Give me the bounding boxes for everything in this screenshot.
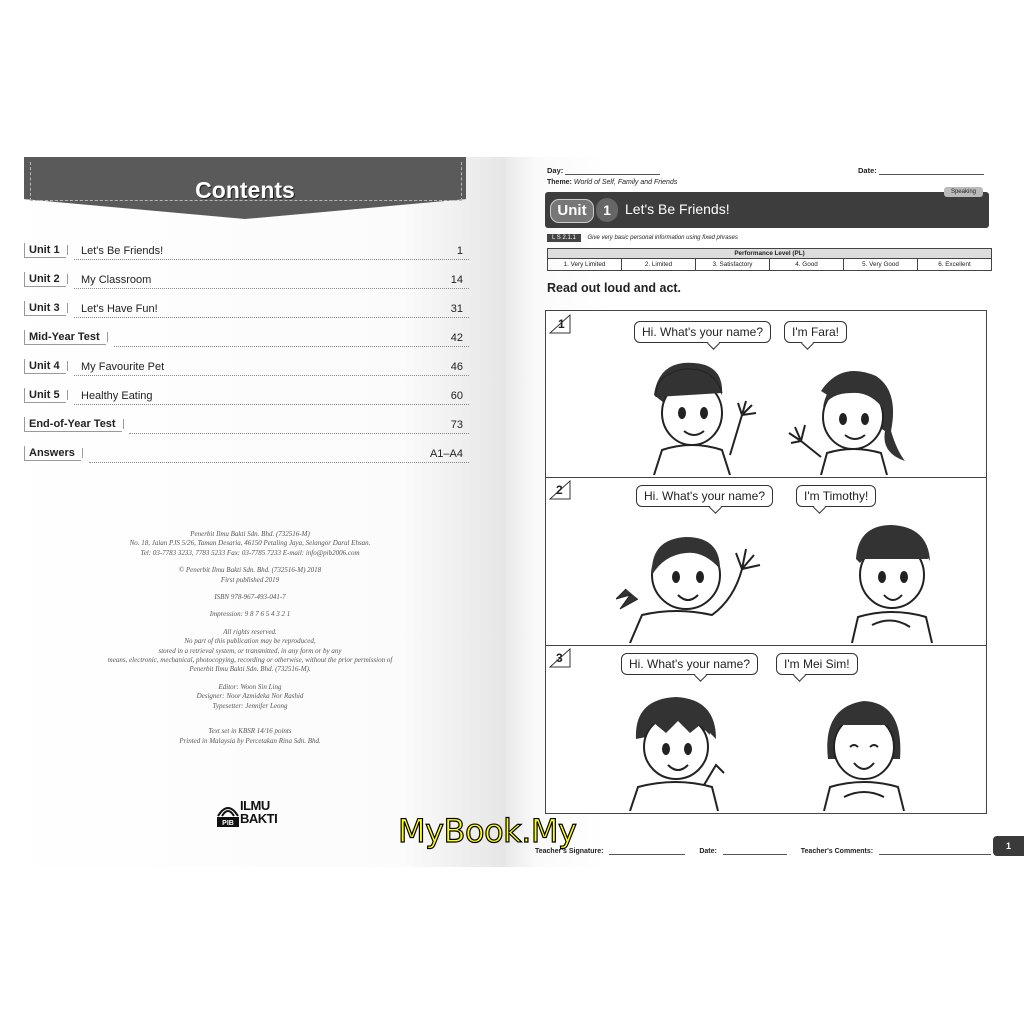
toc-unit-label: Answers — [24, 446, 81, 461]
imprint-block — [80, 530, 420, 746]
table-of-contents — [24, 241, 469, 473]
theme-label: Theme: — [547, 179, 572, 186]
logo-line-1: ILMU — [240, 798, 270, 813]
dotted-leader — [129, 433, 469, 434]
comments-line[interactable] — [879, 854, 991, 855]
girl-mei-sim-illustration — [808, 689, 918, 811]
unit-1-page — [505, 157, 1024, 867]
learning-standard — [547, 234, 738, 242]
day-label: Day: — [547, 166, 564, 175]
day-field[interactable] — [547, 166, 660, 175]
performance-level-cell[interactable]: 4. Good — [770, 259, 844, 270]
toc-row[interactable] — [24, 386, 469, 415]
watermark-text: MyBook.My — [398, 812, 577, 850]
toc-unit-label: Unit 1 — [24, 243, 66, 258]
girl-calling-illustration — [616, 519, 776, 643]
imprint-editor: Editor: Woon Sin Ling — [218, 682, 282, 691]
toc-page-number: 46 — [450, 361, 463, 373]
toc-title: Let's Be Friends! — [81, 245, 164, 257]
dotted-leader — [74, 404, 469, 405]
imprint-first-published: First published 2019 — [220, 575, 280, 584]
logo-mark-text: PIB — [222, 820, 234, 827]
book-spread — [0, 157, 1024, 867]
theme-line — [547, 179, 677, 186]
teacher-footer — [535, 848, 995, 855]
comic-panels — [545, 310, 987, 814]
toc-page-number: 60 — [450, 390, 463, 402]
imprint-typesetter: Typesetter: Jennifer Leong — [212, 701, 288, 710]
unit-title: Let's Be Friends! — [625, 201, 730, 217]
toc-page-number: 31 — [450, 303, 463, 315]
comic-panel-2 — [546, 477, 986, 646]
dotted-leader — [74, 317, 469, 318]
toc-title: Let's Have Fun! — [81, 303, 158, 315]
panel-number: 3 — [556, 651, 563, 665]
standard-code: L S 2.1.1 — [547, 234, 581, 242]
ilmu-bakti-logo — [216, 799, 282, 829]
toc-page-number: 42 — [450, 332, 463, 344]
imprint-contact: Tel: 03-7783 3233, 7783 5233 Fax: 03-7785 7233 E-mail: info@pib2006.com — [140, 548, 360, 557]
toc-unit-label: Unit 2 — [24, 272, 66, 287]
imprint-rights: Penerbit Ilmu Bakti Sdn. Bhd. (732516-M). — [189, 665, 311, 674]
imprint-publisher: Penerbit Ilmu Bakti Sdn. Bhd. (732516-M) — [190, 530, 310, 538]
toc-page-number: 1 — [456, 245, 463, 257]
speech-bubble-left: Hi. What's your name? — [634, 321, 771, 343]
contents-title: Contents — [195, 177, 295, 203]
teacher-comments-label: Teacher's Comments: — [800, 848, 874, 855]
logo-line-2: BAKTI — [240, 811, 278, 826]
toc-unit-label: Unit 5 — [24, 388, 66, 403]
footer-date-line[interactable] — [723, 854, 787, 855]
signature-line[interactable] — [609, 854, 685, 855]
contents-page — [0, 157, 505, 867]
logo-wordmark — [240, 799, 277, 825]
toc-unit-label: Unit 3 — [24, 301, 66, 316]
panel-number: 2 — [556, 483, 563, 497]
teacher-signature-label: Teacher's Signature: — [535, 848, 604, 855]
imprint-rights: stored in a retrieval system, or transmitted, in any form or by any — [158, 646, 342, 655]
standard-text: Give very basic personal information using fixed phrases — [587, 235, 738, 241]
toc-row[interactable] — [24, 241, 469, 270]
performance-level-cell[interactable]: 2. Limited — [622, 259, 696, 270]
speech-bubble-right: I'm Timothy! — [796, 485, 876, 507]
date-field[interactable] — [858, 166, 984, 175]
dotted-leader — [89, 462, 469, 463]
page-number-tab: 1 — [993, 836, 1024, 856]
toc-row[interactable] — [24, 270, 469, 299]
footer-date-label: Date: — [699, 848, 717, 855]
toc-title: My Favourite Pet — [81, 361, 165, 373]
comic-panel-1 — [546, 311, 986, 478]
toc-page-number: 73 — [450, 419, 463, 431]
boy-timothy-illustration — [836, 519, 946, 643]
imprint-address: No. 18, Jalan PJS 5/26, Taman Desaria, 46150 Petaling Jaya, Selangor Darul Ehsan. — [129, 539, 371, 548]
dotted-leader — [114, 346, 469, 347]
comic-panel-3 — [546, 645, 986, 813]
toc-page-number: 14 — [450, 274, 463, 286]
imprint-copyright: © Penerbit Ilmu Bakti Sdn. Bhd. (732516-M) 2018 — [178, 566, 322, 575]
imprint-rights: No part of this publication may be reproduced, — [184, 637, 316, 646]
imprint-rights: means, electronic, mechanical, photocopying, recording or otherwise, without the prior permission of — [107, 656, 393, 665]
unit-header-bar — [545, 189, 989, 228]
day-line — [565, 174, 660, 175]
dotted-leader — [74, 288, 469, 289]
performance-level-table — [547, 248, 992, 271]
boy-greeting-illustration — [616, 689, 736, 811]
dotted-leader — [74, 259, 469, 260]
performance-level-cell[interactable]: 6. Excellent — [938, 261, 971, 268]
speech-bubble-left: Hi. What's your name? — [636, 485, 773, 507]
toc-unit-label: End-of-Year Test — [24, 417, 122, 432]
performance-level-cell[interactable]: 3. Satisfactory — [696, 259, 770, 270]
speech-bubble-right: I'm Fara! — [784, 321, 847, 343]
panel-number: 1 — [558, 317, 565, 331]
toc-page-number: A1–A4 — [429, 448, 463, 460]
toc-row[interactable] — [24, 357, 469, 386]
activity-instruction: Read out loud and act. — [547, 281, 682, 295]
toc-title: Healthy Eating — [81, 390, 153, 402]
skill-tag: Speaking — [944, 187, 983, 197]
imprint-isbn: ISBN 978-967-493-041-7 — [214, 593, 286, 602]
toc-unit-label: Mid-Year Test — [24, 330, 106, 345]
toc-title: My Classroom — [81, 274, 152, 286]
toc-row[interactable] — [24, 328, 469, 357]
imprint-designer: Designer: Noor Azmideka Nor Rashid — [196, 692, 304, 701]
speech-bubble-right: I'm Mei Sim! — [776, 653, 858, 675]
unit-number: 1 — [596, 198, 618, 222]
date-label: Date: — [858, 166, 877, 175]
toc-row[interactable] — [24, 299, 469, 328]
performance-level-cell[interactable]: 1. Very Limited — [548, 259, 622, 270]
imprint-printed: Printed in Malaysia by Percetakan Rina Sdn. Bhd. — [179, 736, 321, 745]
boy-waving-illustration — [634, 355, 764, 475]
toc-row[interactable] — [24, 444, 469, 473]
toc-unit-label: Unit 4 — [24, 359, 66, 374]
dotted-leader — [74, 375, 469, 376]
toc-row[interactable] — [24, 415, 469, 444]
speech-bubble-left: Hi. What's your name? — [621, 653, 758, 675]
imprint-rights: All rights reserved. — [223, 627, 277, 636]
publisher-logo-icon — [216, 802, 240, 828]
performance-level-title: Performance Level (PL) — [548, 249, 991, 259]
girl-waving-illustration — [781, 361, 921, 475]
imprint-impression: Impression: 9 8 7 6 5 4 3 2 1 — [209, 610, 291, 619]
unit-word: Unit — [550, 199, 594, 223]
theme-value: World of Self, Family and Friends — [573, 179, 678, 186]
imprint-text-set: Text set in KBSR 14/16 points — [208, 727, 292, 736]
date-line — [879, 174, 984, 175]
performance-level-cell[interactable]: 5. Very Good — [844, 259, 918, 270]
